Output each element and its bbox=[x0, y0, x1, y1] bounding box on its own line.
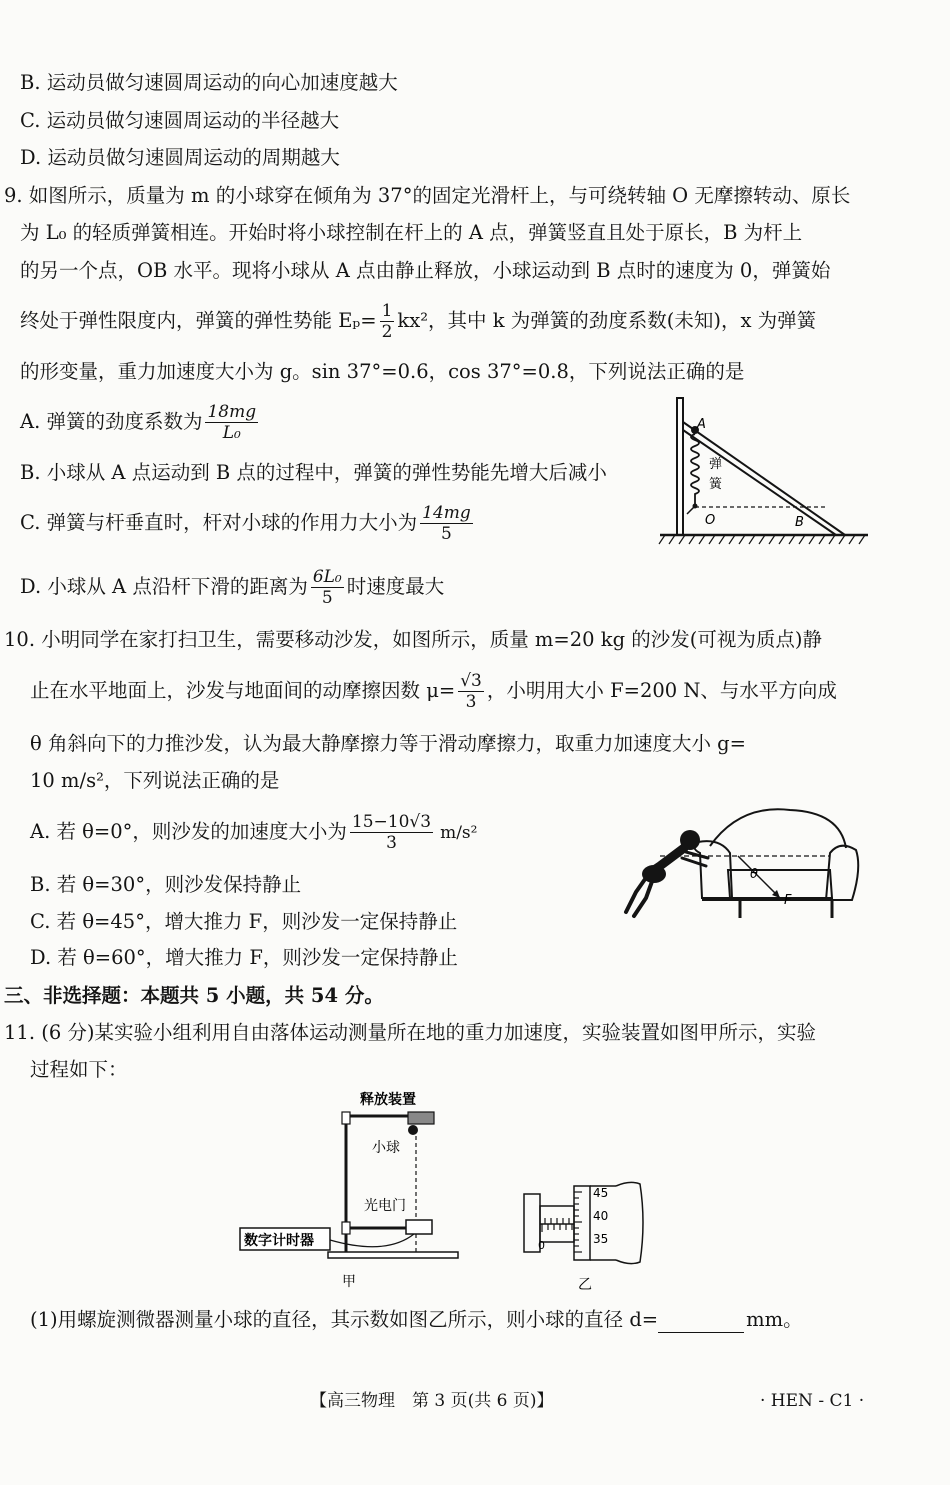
q9-option-c-den: 5 bbox=[441, 524, 452, 544]
base-plate bbox=[328, 1252, 458, 1258]
q10-line-2-pre: 止在水平地面上，沙发与地面间的动摩擦因数 μ= bbox=[30, 679, 456, 702]
q10-option-a-num: 15−10√3 bbox=[351, 812, 432, 832]
force-line bbox=[738, 856, 780, 898]
q9-half-fraction bbox=[380, 301, 395, 342]
label-o: O bbox=[705, 513, 716, 528]
q10-option-a-fraction bbox=[350, 812, 433, 853]
q9-option-d-den: 5 bbox=[321, 588, 333, 608]
q9-line-4-post: kx²，其中 k 为弹簧的劲度系数(未知)，x 为弹簧 bbox=[397, 309, 817, 332]
release-device bbox=[408, 1112, 434, 1124]
thimble-45: 45 bbox=[593, 1186, 609, 1200]
sofa-seat bbox=[728, 870, 832, 898]
answer-blank-diameter[interactable] bbox=[658, 1312, 744, 1333]
page-footer-code: · HEN - C1 · bbox=[760, 1391, 865, 1411]
q10-option-d: D. 若 θ=60°，增大推力 F，则沙发一定保持静止 bbox=[30, 946, 458, 969]
q9-option-a-fraction bbox=[205, 402, 258, 443]
q9-option-c bbox=[20, 499, 476, 547]
ground-hatching bbox=[659, 535, 865, 544]
q11-sub1-unit: mm。 bbox=[746, 1308, 803, 1331]
q9-half-den: 2 bbox=[381, 322, 393, 342]
top-clamp bbox=[342, 1112, 350, 1124]
q11-figure-jia bbox=[236, 1086, 472, 1298]
q10-sofa-figure bbox=[620, 808, 868, 926]
sofa-left-arm bbox=[694, 841, 732, 898]
q9-line-4-pre: 终处于弹性限度内，弹簧的弹性势能 Eₚ= bbox=[20, 309, 377, 332]
boy-arms bbox=[682, 852, 708, 866]
q10-option-c: C. 若 θ=45°，增大推力 F，则沙发一定保持静止 bbox=[30, 910, 458, 933]
q9-line-2: 为 L₀ 的轻质弹簧相连。开始时将小球控制在杆上的 A 点，弹簧竖直且处于原长，B 为杆上 bbox=[20, 221, 803, 244]
q9-option-a-den: L₀ bbox=[222, 423, 241, 443]
q9-option-c-fraction bbox=[420, 503, 473, 544]
q9-option-a-num: 18mg bbox=[207, 402, 257, 422]
q10-option-a-unit: m/s² bbox=[440, 823, 478, 843]
thimble-ticks bbox=[574, 1192, 582, 1252]
q10-option-a-text: A. 若 θ=0°，则沙发的加速度大小为 bbox=[30, 820, 347, 843]
q10-line-1: 10. 小明同学在家打扫卫生，需要移动沙发，如图所示，质量 m=20 kg 的沙发(可视为质点)静 bbox=[4, 628, 822, 651]
thimble-35: 35 bbox=[593, 1232, 609, 1246]
q8-option-d: D. 运动员做匀速圆周运动的周期越大 bbox=[20, 146, 340, 169]
q9-option-b: B. 小球从 A 点运动到 B 点的过程中，弹簧的弹性势能先增大后减小 bbox=[20, 461, 607, 484]
page-footer-center: 【高三物理 第 3 页(共 6 页)】 bbox=[310, 1391, 554, 1411]
label-spring-2: 簧 bbox=[709, 477, 723, 492]
q9-option-d-fraction bbox=[311, 567, 344, 608]
q9-line-4 bbox=[20, 297, 816, 345]
q10-option-b: B. 若 θ=30°，则沙发保持静止 bbox=[30, 873, 302, 896]
label-a: A bbox=[697, 417, 706, 432]
q10-option-a bbox=[30, 808, 477, 857]
gate-clamp bbox=[342, 1222, 350, 1234]
photogate bbox=[406, 1220, 432, 1234]
label-release-device: 释放装置 bbox=[360, 1092, 416, 1108]
ratchet bbox=[616, 1182, 643, 1263]
q11-line-1: 11. (6 分)某实验小组利用自由落体运动测量所在地的重力加速度，实验装置如图甲所示，实验 bbox=[4, 1021, 817, 1044]
q10-line-4: 10 m/s²，下列说法正确的是 bbox=[30, 769, 280, 792]
q9-line-3: 的另一个点，OB 水平。现将小球从 A 点由静止释放，小球运动到 B 点时的速度为 0，弹簧始 bbox=[20, 259, 831, 282]
q9-incline-spring-figure bbox=[655, 392, 870, 552]
q10-line-2 bbox=[30, 667, 837, 715]
q8-option-c: C. 运动员做匀速圆周运动的半径越大 bbox=[20, 109, 340, 132]
boy-shorts bbox=[642, 865, 666, 883]
force-label: F bbox=[784, 893, 792, 908]
sofa-back bbox=[710, 809, 846, 848]
q10-mu-fraction bbox=[458, 671, 484, 712]
q10-mu-num: √3 bbox=[460, 671, 482, 691]
q9-line-5: 的形变量，重力加速度大小为 g。sin 37°=0.6，cos 37°=0.8，下列说法正确的是 bbox=[20, 360, 745, 383]
caption-yi: 乙 bbox=[578, 1277, 592, 1293]
q9-option-a bbox=[20, 398, 261, 446]
caption-jia: 甲 bbox=[342, 1274, 356, 1290]
theta-label: θ bbox=[750, 867, 758, 882]
label-b: B bbox=[795, 515, 804, 530]
q9-option-a-text: A. 弹簧的劲度系数为 bbox=[20, 410, 203, 433]
q10-mu-den: 3 bbox=[465, 692, 477, 712]
thimble bbox=[574, 1186, 590, 1260]
label-photogate: 光电门 bbox=[364, 1198, 406, 1214]
sleeve-ticks bbox=[542, 1218, 572, 1232]
label-timer: 数字计时器 bbox=[244, 1233, 314, 1249]
q10-line-3: θ 角斜向下的力推沙发，认为最大静摩擦力等于滑动摩擦力，取重力加速度大小 g= bbox=[30, 732, 746, 755]
vertical-post bbox=[677, 398, 683, 535]
q11-line-2: 过程如下： bbox=[30, 1058, 128, 1081]
cable bbox=[330, 1234, 414, 1247]
q11-sub1-text: (1)用螺旋测微器测量小球的直径，其示数如图乙所示，则小球的直径 d= bbox=[30, 1308, 659, 1331]
q9-option-d-text: D. 小球从 A 点沿杆下滑的距离为 bbox=[20, 575, 308, 598]
q11-sub-question-1 bbox=[30, 1307, 803, 1333]
sleeve-zero: 0 bbox=[538, 1239, 545, 1252]
q9-option-c-text: C. 弹簧与杆垂直时，杆对小球的作用力大小为 bbox=[20, 511, 418, 534]
q9-option-c-num: 14mg bbox=[422, 503, 471, 523]
q10-line-2-post: ，小明用大小 F=200 N、与水平方向成 bbox=[486, 679, 837, 702]
q8-option-b: B. 运动员做匀速圆周运动的向心加速度越大 bbox=[20, 71, 398, 94]
q10-option-a-den: 3 bbox=[386, 833, 397, 853]
q9-option-d-num: 6L₀ bbox=[312, 567, 342, 587]
label-ball: 小球 bbox=[372, 1140, 400, 1156]
pivot-support bbox=[687, 506, 695, 514]
ball bbox=[408, 1125, 418, 1135]
q9-option-d bbox=[20, 563, 444, 611]
section-3-title: 三、非选择题：本题共 5 小题，共 54 分。 bbox=[4, 984, 384, 1007]
q11-figure-yi-micrometer bbox=[520, 1176, 650, 1298]
label-spring-1: 弹 bbox=[709, 457, 723, 472]
q9-half-num: 1 bbox=[381, 301, 393, 321]
q9-line-1: 9. 如图所示，质量为 m 的小球穿在倾角为 37°的固定光滑杆上，与可绕转轴 O 无摩擦转动、原长 bbox=[4, 184, 851, 207]
spring-coil bbox=[691, 434, 699, 504]
thimble-40: 40 bbox=[593, 1209, 609, 1223]
q9-option-d-tail: 时速度最大 bbox=[346, 575, 445, 598]
